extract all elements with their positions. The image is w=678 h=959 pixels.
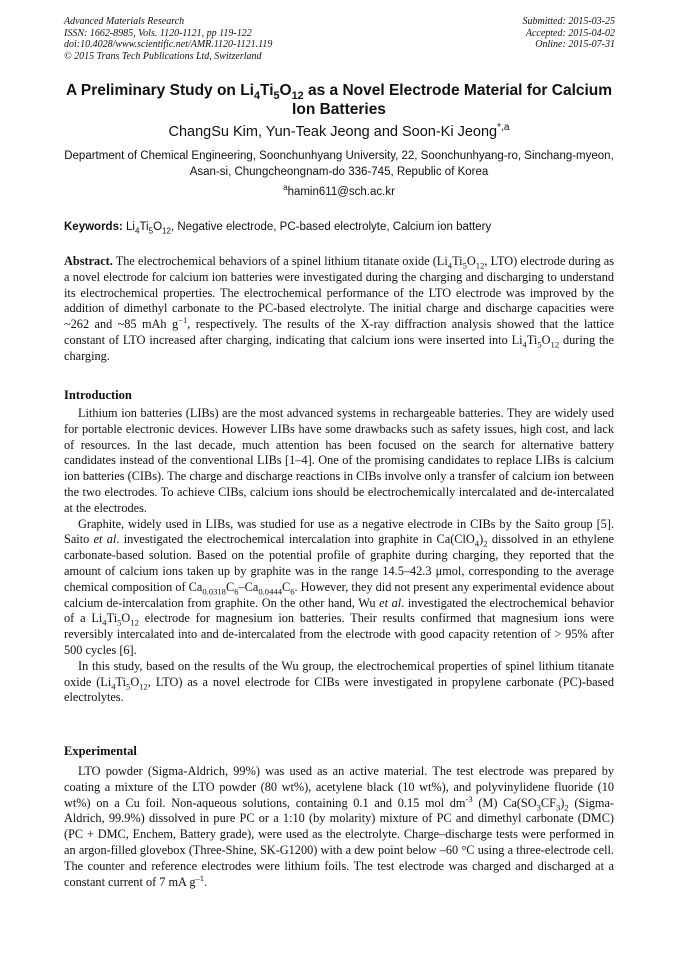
- copyright-line: © 2015 Trans Tech Publications Ltd, Switzerland: [64, 50, 262, 62]
- experimental-paragraph: LTO powder (Sigma-Aldrich, 99%) was used as an active material. The test electrode was prepared by coating a mixture of the LTO powder (80 wt%), acetylene black (10 wt%), and polyvinylidene fluoride (10 wt%) on a Cu foil. Non-aqueous solutions, containing 0.1 and 0.15 mol $dm^{-3}$ (M) $Ca(SO_3CF_3)_2$ (Sigma-Aldrich, 99.9%) dissolved in pure PC or a 1:10 (by molarity) mixture of PC and dimethyl carbonate (DMC) (PC + DMC, Enchem, Battery grade), were used as the electrolyte. Charge–discharge tests were performed in an argon-filled glovebox (Three-Shine, SK-G1200) with a dew point below –60 °C using a three-electrode cell. The counter and reference electrodes were lithium foils. The test electrode was charged and discharged at a constant current of 7 mA $g^{-1}$.: [64, 764, 614, 889]
- journal-header-right: [523, 16, 616, 51]
- intro-paragraph-3: In this study, based on the results of the Wu group, the electrochemical properties of spinel lithium titanate oxide ($Li_4Ti_5O_{12}$, LTO) as a novel electrode for CIBs were investigated in propylene carbonate (PC)-based electrolytes.: [64, 658, 614, 705]
- affiliation: Department of Chemical Engineering, Soonchunhyang University, 22, Soonchunhyang-ro, Sinchang-myeon, Asan-si, Chungcheongnam-do 336-745, Republic of Korea: [64, 150, 614, 178]
- intro-paragraph-2: Graphite, widely used in LIBs, was studied for use as a negative electrode in CIBs by the Saito group [5]. Saito et al. investigated the electrochemical intercalation into graphite in $Ca(ClO_4)_2$ dissolved in an ethylene carbonate-based solution. Based on the potential profile of graphite during charging, they reported that the amount of calcium ions taken up by graphite was in the range 14.5–42.3 μmol, corresponding to the average chemical composition of $Ca_{0.0318}C_6-Ca_{0.0444}C_6$. However, they did not present any experimental evidence about calcium de-intercalation from graphite. On the other hand, Wu et al. investigated the electrochemical behavior of a $Li_4Ti_5O_{12}$ electrode for magnesium ion batteries. Their results confirmed that magnesium ions were reversibly intercalated into and de-intercalated from the electrode with good capacity retention of > 95% after 500 cycles [6].: [64, 516, 615, 657]
- intro-paragraph-1: Lithium ion batteries (LIBs) are the most advanced systems in rechargeable batteries. They are widely used for portable electronic devices. However LIBs have some drawbacks such as safety issues, high cost, and lack of resources. In the last decade, much attention has been focused on the search for alternative battery candidates instead of the conventional LIBs [1–4]. One of the promising candidates to replace LIBs is calcium ion batteries (CIBs). The charge and discharge reactions in CIBs involve only a transfer of calcium ion between the two electrodes. To achieve CIBs, calcium ions should be electrochemically intercalated and de-intercalated at the electrodes.: [64, 406, 614, 515]
- abstract-label: Abstract.: [64, 254, 113, 268]
- keywords-label: Keywords:: [64, 221, 123, 233]
- keywords: Keywords: $Li_4Ti_5O_{12}$, Negative electrode, PC-based electrolyte, Calcium ion battery: [64, 221, 492, 236]
- paper-title: A Preliminary Study on $Li_4Ti_5O_{12}$ as a Novel Electrode Material for Calcium Ion Batteries: [65, 82, 613, 118]
- doi-link[interactable]: doi:10.4028/www.scientific.net/AMR.1120-1121.119: [64, 39, 273, 50]
- introduction-body: [64, 406, 614, 706]
- journal-name: Advanced Materials Research: [64, 16, 185, 27]
- journal-header-left: [64, 16, 272, 62]
- issn-line: ISSN: 1662-8985, Vols. 1120-1121, pp 119-122: [64, 27, 252, 39]
- author-list: ChangSu Kim, Yun-Teak Jeong and Soon-Ki Jeong$^{*,a}$: [168, 122, 510, 140]
- experimental-body: [64, 764, 614, 890]
- accepted-date: Accepted: 2015-04-02: [525, 27, 615, 39]
- author-email[interactable]: $^a$hamin611@sch.ac.kr: [283, 183, 395, 198]
- submitted-date: Submitted: 2015-03-25: [522, 16, 615, 27]
- online-date: Online: 2015-07-31: [535, 39, 615, 50]
- introduction-heading: Introduction: [64, 388, 132, 402]
- experimental-heading: Experimental: [64, 744, 137, 758]
- abstract: Abstract. The electrochemical behaviors of a spinel lithium titanate oxide ($Li_4Ti_5O_{12}$, LTO) electrode during as a novel electrode for calcium ion batteries were investigated during the charging and discharging to understand its electrochemical properties. The electrochemical performance of the LTO electrode was improved by the addition of dimethyl carbonate to the PC-based electrolyte. The initial charge and discharge capacities were ~262 and ~85 mAh $g^{-1}$, respectively. The results of the X-ray diffraction analysis showed that the lattice constant of LTO increased after charging, indicating that calcium ions were inserted into $Li_4Ti_5O_{12}$ during the charging.: [64, 254, 615, 363]
